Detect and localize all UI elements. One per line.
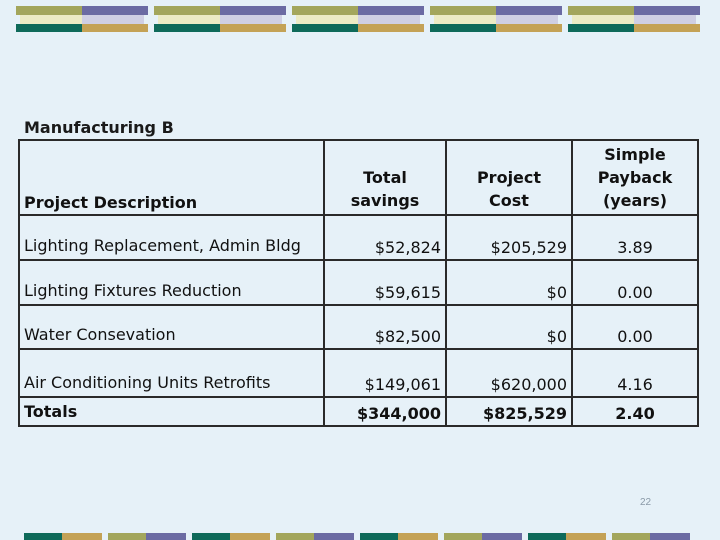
banner-tile <box>154 6 286 32</box>
banner-tile <box>16 6 148 32</box>
header-total-savings <box>324 140 446 215</box>
table-row <box>19 305 698 349</box>
row-description: Air Conditioning Units Retrofits <box>19 349 324 397</box>
header-savings-line1: Total <box>363 168 407 187</box>
header-simple-payback <box>572 140 698 215</box>
totals-cost: $825,529 <box>446 397 572 426</box>
table-row <box>19 215 698 260</box>
totals-payback: 2.40 <box>572 397 698 426</box>
row-description: Lighting Replacement, Admin Bldg <box>19 215 324 260</box>
row-project-cost: $620,000 <box>446 349 572 397</box>
row-project-cost: $0 <box>446 305 572 349</box>
row-total-savings: $59,615 <box>324 260 446 305</box>
bottom-decorative-strip <box>0 533 720 540</box>
header-cost-line2: Cost <box>489 191 529 210</box>
totals-label: Totals <box>19 397 324 426</box>
banner-tile <box>292 6 424 32</box>
table-header-row <box>19 140 698 215</box>
header-payback-line3: (years) <box>602 191 668 210</box>
table-totals-row <box>19 397 698 426</box>
table-row <box>19 349 698 397</box>
row-total-savings: $149,061 <box>324 349 446 397</box>
header-payback-line1: Simple <box>604 145 666 164</box>
table-row <box>19 260 698 305</box>
row-total-savings: $82,500 <box>324 305 446 349</box>
header-project-cost <box>446 140 572 215</box>
header-project-description: Project Description <box>19 140 324 215</box>
header-payback-line2: Payback <box>597 168 673 187</box>
row-total-savings: $52,824 <box>324 215 446 260</box>
header-cost-line1: Project <box>476 168 542 187</box>
top-decorative-banner <box>0 0 720 40</box>
row-simple-payback: 4.16 <box>572 349 698 397</box>
slide-title: Manufacturing B <box>24 118 174 137</box>
row-project-cost: $205,529 <box>446 215 572 260</box>
totals-savings: $344,000 <box>324 397 446 426</box>
banner-tile <box>430 6 562 32</box>
page-number: 22 <box>640 497 652 508</box>
header-savings-line2: savings <box>350 191 420 210</box>
row-description: Water Consevation <box>19 305 324 349</box>
row-description: Lighting Fixtures Reduction <box>19 260 324 305</box>
row-simple-payback: 0.00 <box>572 260 698 305</box>
banner-tile <box>568 6 700 32</box>
row-project-cost: $0 <box>446 260 572 305</box>
row-simple-payback: 0.00 <box>572 305 698 349</box>
row-simple-payback: 3.89 <box>572 215 698 260</box>
savings-table <box>18 139 699 427</box>
